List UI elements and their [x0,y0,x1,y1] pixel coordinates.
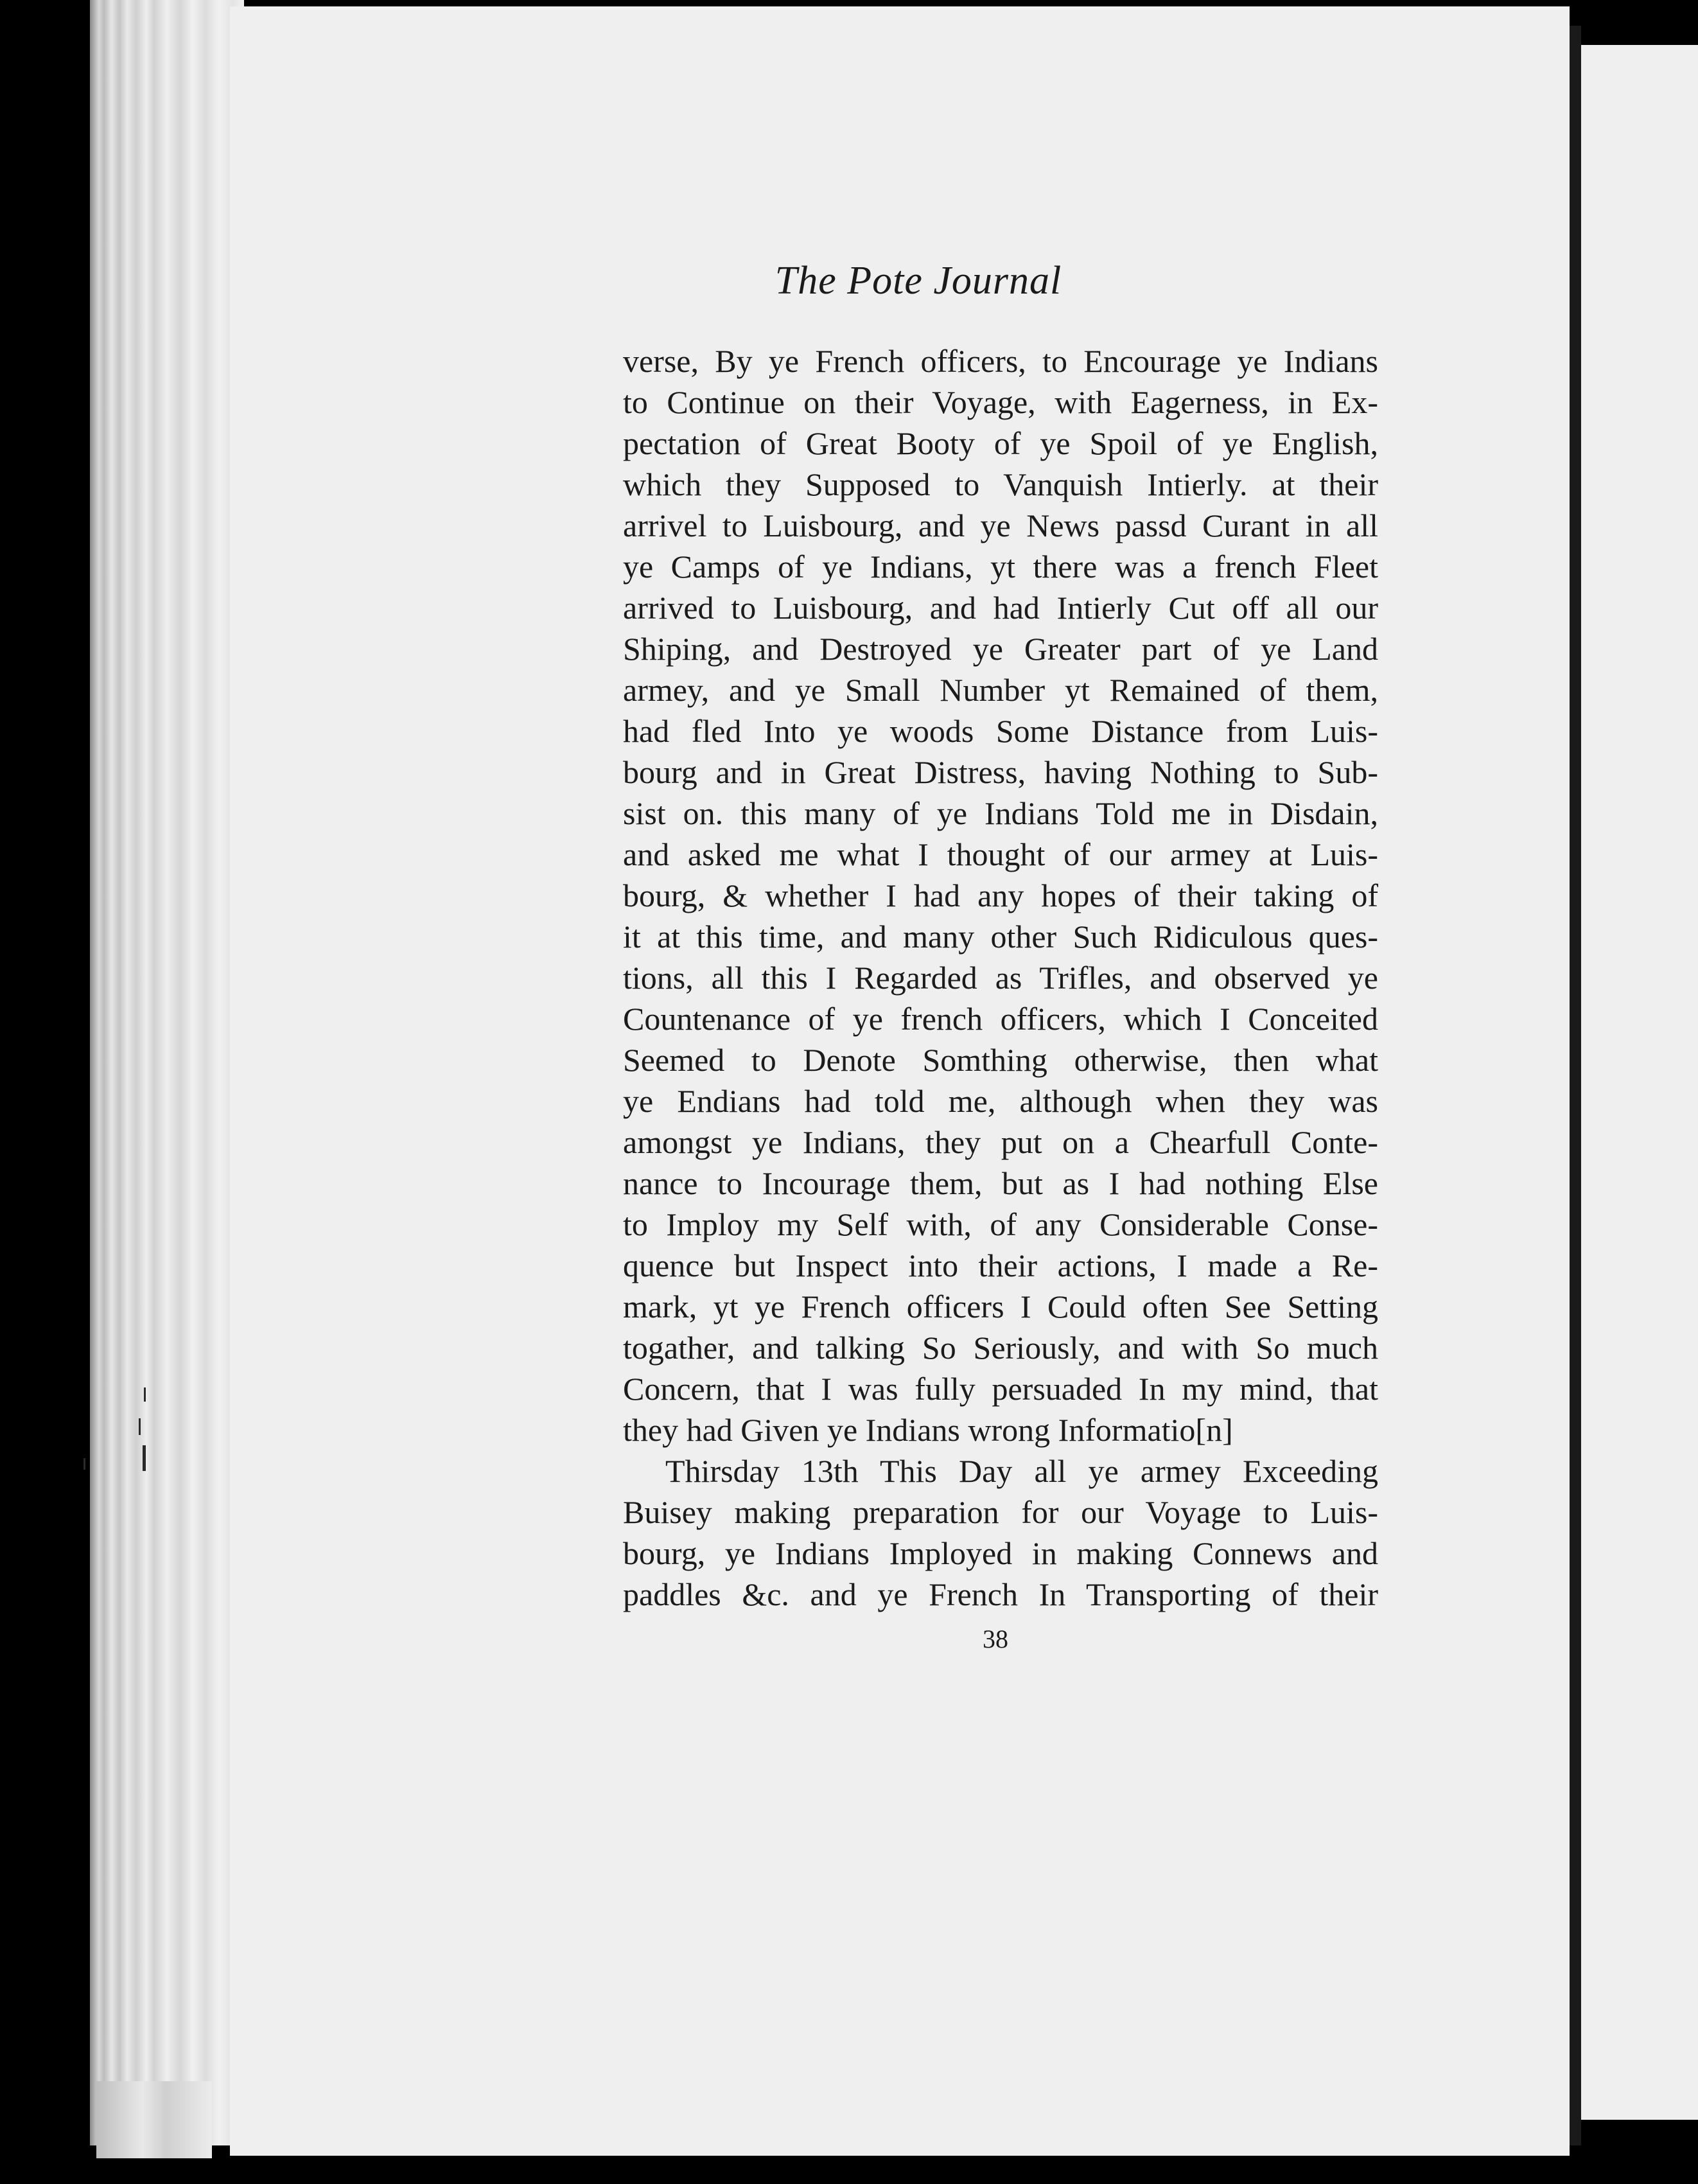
text-line: togather, and talking So Seriously, and with So much [623,1330,1378,1366]
text-line: it at this time, and many other Such Ridiculous ques- [623,919,1378,955]
text-line: nance to Incourage them, but as I had nothing Else [623,1165,1378,1201]
text-line: to Continue on their Voyage, with Eagerness, in Ex- [623,384,1378,420]
page-edge-stack [90,0,244,2145]
text-line: Thirsday 13th This Day all ye armey Exceeding [665,1453,1378,1489]
text-line: Concern, that I was fully persuaded In my mind, that [623,1371,1378,1407]
text-line: amongst ye Indians, they put on a Chearfull Conte- [623,1124,1378,1160]
text-line: Seemed to Denote Somthing otherwise, then what [623,1042,1378,1078]
text-line: bourg, ye Indians Imployed in making Connews and [623,1535,1378,1571]
text-line: Countenance of ye french officers, which I Conceited [623,1001,1378,1037]
gutter-shadow [1570,26,1581,2145]
text-line: verse, By ye French officers, to Encourage ye Indians [623,343,1378,379]
text-line: Shiping, and Destroyed ye Greater part of ye Land [623,631,1378,667]
text-line: to Imploy my Self with, of any Considerable Conse- [623,1206,1378,1242]
text-line: sist on. this many of ye Indians Told me in Disdain, [623,795,1378,831]
text-line: pectation of Great Booty of ye Spoil of ye English, [623,425,1378,461]
facing-page-edge [1581,45,1698,2120]
text-line: ye Endians had told me, although when they was [623,1083,1378,1119]
page-edge-bottom [96,2081,212,2158]
text-line: bourg and in Great Distress, having Nothing to Sub- [623,754,1378,790]
text-line: they had Given ye Indians wrong Informatio[n] [623,1412,1233,1448]
text-line: Buisey making preparation for our Voyage to Luis- [623,1494,1378,1530]
margin-mark [139,1418,141,1435]
text-line: arrivel to Luisbourg, and ye News passd Curant in all [623,507,1378,543]
text-line: had fled Into ye woods Some Distance from Luis- [623,713,1378,749]
text-line: paddles &c. and ye French In Transporting of their [623,1576,1378,1612]
text-line: arrived to Luisbourg, and had Intierly Cut off all our [623,590,1378,626]
page-number: 38 [983,1625,1008,1653]
margin-mark [83,1458,85,1470]
text-line: and asked me what I thought of our armey at Luis- [623,836,1378,872]
text-line: tions, all this I Regarded as Trifles, and observed ye [623,960,1378,996]
text-line: bourg, & whether I had any hopes of their taking of [623,877,1378,913]
text-line: armey, and ye Small Number yt Remained of them, [623,672,1378,708]
margin-marks [135,1387,154,1516]
text-line: quence but Inspect into their actions, I made a Re- [623,1247,1378,1283]
text-line: mark, yt ye French officers I Could often See Setting [623,1289,1378,1325]
running-head: The Pote Journal [775,259,1062,303]
body-text [623,340,1378,1615]
text-line: ye Camps of ye Indians, yt there was a french Fleet [623,549,1378,585]
margin-mark [144,1387,146,1402]
margin-mark [143,1445,146,1471]
text-line: which they Supposed to Vanquish Intierly. at their [623,466,1378,502]
